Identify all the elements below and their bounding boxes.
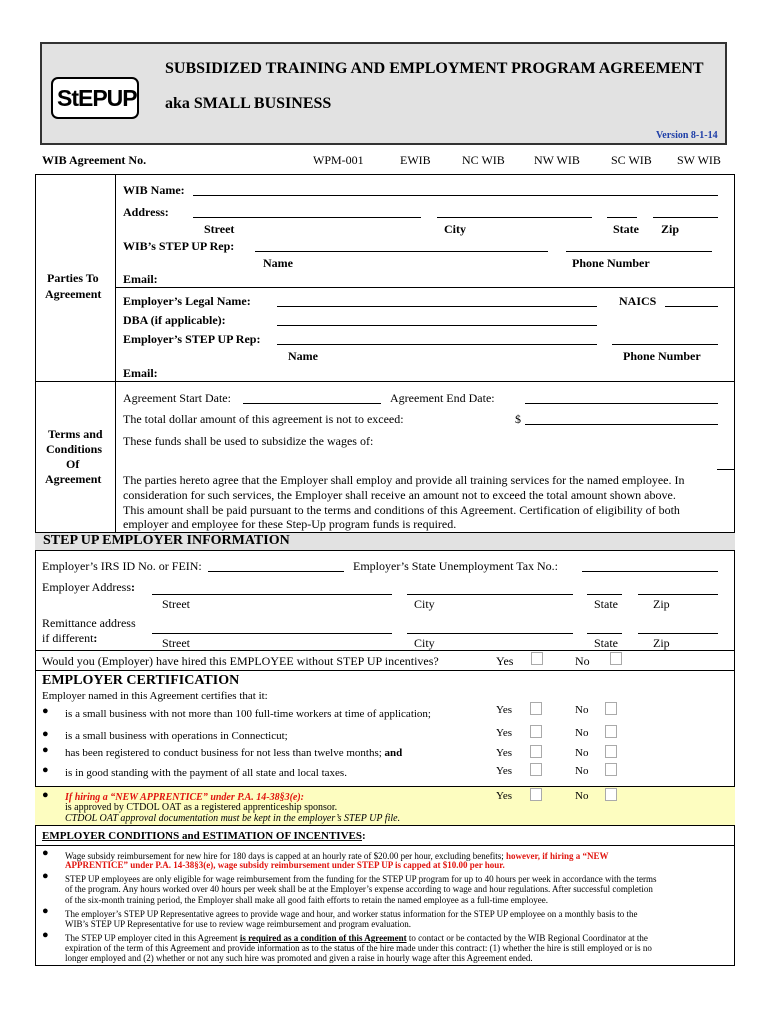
employer-city-caption: City xyxy=(414,597,435,611)
wib-agreement-label: WIB Agreement No. xyxy=(42,153,147,167)
phone-caption: Phone Number xyxy=(572,256,650,270)
cert-4-no-label: No xyxy=(575,765,589,777)
hire-no-label: No xyxy=(575,654,590,668)
row-divider-certification xyxy=(35,670,735,671)
cert-1-no-label: No xyxy=(575,704,589,716)
funds-used-label: These funds shall be used to subsidize the wages of: xyxy=(123,434,374,448)
employer-street-caption: Street xyxy=(162,597,190,611)
hire-question: Would you (Employer) have hired this EMPLOYEE without STEP UP incentives? xyxy=(42,654,439,668)
bullet-icon: ● xyxy=(42,929,49,941)
employer-street-field[interactable] xyxy=(152,594,392,595)
apprentice-line-3: CTDOL OAT approval documentation must be kept in the employer’s STEP UP file. xyxy=(65,813,401,824)
remit-zip-field[interactable] xyxy=(638,633,718,634)
employer-rep-label: Employer’s STEP UP Rep: xyxy=(123,332,261,346)
logo-text: StEPUP xyxy=(57,85,137,111)
version-label: Version 8-1-14 xyxy=(656,130,718,141)
cert-1-yes-label: Yes xyxy=(496,704,513,716)
conditions-heading: EMPLOYER CONDITIONS and ESTIMATION OF INCENTIVES: xyxy=(42,830,366,842)
total-amount-field[interactable] xyxy=(525,424,718,425)
terms-para-line-2: consideration for such services, the Employer shall receive an amount not to exceed the total amount shown above. xyxy=(123,488,676,502)
cert-item-3: has been registered to conduct business for not less than twelve months; and xyxy=(65,747,403,759)
certification-intro: Employer named in this Agreement certifies that it: xyxy=(42,690,268,702)
start-date-field[interactable] xyxy=(243,403,381,404)
email-label: Email: xyxy=(123,272,158,286)
bullet-icon: ● xyxy=(42,870,49,882)
phone2-caption: Phone Number xyxy=(623,349,701,363)
terms-margin-line xyxy=(717,469,735,470)
state-caption: State xyxy=(613,222,639,236)
condition-1-line-2: APPRENTICE” under P.A. 14-38§3(e), wage subsidy reimbursement under STEP UP is capped at $10.00 per hour. xyxy=(65,860,505,870)
cert-4-no-checkbox[interactable] xyxy=(605,763,617,776)
bullet-icon: ● xyxy=(42,728,49,740)
employer-zip-caption: Zip xyxy=(653,597,670,611)
employer-city-field[interactable] xyxy=(407,594,573,595)
remittance-label-2: if different: xyxy=(42,631,98,645)
cert-1-yes-checkbox[interactable] xyxy=(530,702,542,715)
name-caption: Name xyxy=(263,256,293,270)
condition-2-line-3: of the six-month training period, the Employer shall make all good faith efforts to retain the named employee as a full-time employee. xyxy=(65,895,548,905)
cert-3-yes-checkbox[interactable] xyxy=(530,745,542,758)
naics-field[interactable] xyxy=(665,306,718,307)
terms-label-4: Agreement xyxy=(45,472,102,486)
terms-para-line-3: This amount shall be paid pursuant to the terms and conditions of this Agreement. Certification of eligibility of both xyxy=(123,503,680,517)
remit-state-caption: State xyxy=(594,636,618,650)
address-label: Address: xyxy=(123,205,169,219)
cert-item-2: is a small business with operations in Connecticut; xyxy=(65,730,288,742)
zip-caption: Zip xyxy=(661,222,680,236)
wib-rep-phone-field[interactable] xyxy=(566,251,712,252)
condition-2-line-1: STEP UP employees are only eligible for wage reimbursement from the funding for the STEP UP program for up to 40 hours per week in accordance with the terms xyxy=(65,874,657,884)
cert-2-yes-label: Yes xyxy=(496,727,513,739)
apprentice-yes-label: Yes xyxy=(496,790,513,802)
header-box xyxy=(40,42,727,145)
apprentice-no-label: No xyxy=(575,790,589,802)
city-field[interactable] xyxy=(437,217,592,218)
condition-4-line-1: The STEP UP employer cited in this Agreement is required as a condition of this Agreement to contact or be contacted by the WIB Regional Coordinator at the xyxy=(65,933,648,943)
end-date-field[interactable] xyxy=(525,403,718,404)
irs-label: Employer’s IRS ID No. or FEIN: xyxy=(42,559,202,573)
irs-field[interactable] xyxy=(208,571,344,572)
hire-yes-checkbox[interactable] xyxy=(531,652,543,665)
cert-1-no-checkbox[interactable] xyxy=(605,702,617,715)
total-amount-label: The total dollar amount of this agreement is not to exceed: xyxy=(123,412,404,426)
cert-2-no-label: No xyxy=(575,727,589,739)
apprentice-yes-checkbox[interactable] xyxy=(530,788,542,801)
cert-4-yes-label: Yes xyxy=(496,765,513,777)
option-sw-wib[interactable]: SW WIB xyxy=(677,153,721,167)
terms-para-line-1: The parties hereto agree that the Employer shall employ and provide all training services for the named employee. In xyxy=(123,473,685,487)
hire-yes-label: Yes xyxy=(496,654,514,668)
option-nc-wib[interactable]: NC WIB xyxy=(462,153,505,167)
employer-address-label: Employer Address: xyxy=(42,580,135,594)
street-field[interactable] xyxy=(193,217,421,218)
row-divider-conditions xyxy=(35,845,735,846)
wib-rep-name-field[interactable] xyxy=(255,251,548,252)
wib-rep-label: WIB’s STEP UP Rep: xyxy=(123,239,235,253)
parties-label-1: Parties To xyxy=(47,271,99,285)
condition-4-line-3: longer employed and (2) whether or not any such hire was promoted and given a raise in hourly wage after this Agreement ended. xyxy=(65,953,533,963)
street-caption: Street xyxy=(204,222,235,236)
cert-3-yes-label: Yes xyxy=(496,747,513,759)
city-caption: City xyxy=(444,222,466,236)
terms-label-3: Of xyxy=(66,457,80,471)
row-divider-question xyxy=(35,650,735,651)
dollar-sign: $ xyxy=(515,412,521,426)
wib-name-field[interactable] xyxy=(193,195,718,196)
employer-rep-name-field[interactable] xyxy=(277,344,597,345)
employer-rep-phone-field[interactable] xyxy=(612,344,718,345)
condition-1-line-1: Wage subsidy reimbursement for new hire for 180 days is capped at an hourly rate of $20.00 per hour, excluding benefits; however, if hiring a “NEW xyxy=(65,851,609,861)
bullet-icon: ● xyxy=(42,744,49,756)
employer-legal-name-field[interactable] xyxy=(277,306,597,307)
cert-item-1: is a small business with not more than 100 full-time workers at time of application; xyxy=(65,708,431,720)
left-column-divider xyxy=(115,174,116,532)
condition-4-line-2: expiration of the term of this Agreement and provide information as to the status of the hire made under this contract: (1) whether the hire is still employed or is no xyxy=(65,943,652,953)
condition-3-line-2: WIB’s STEP UP Representative for use to review wage reimbursement and program evaluation. xyxy=(65,919,411,929)
option-sc-wib[interactable]: SC WIB xyxy=(611,153,652,167)
remit-zip-caption: Zip xyxy=(653,636,670,650)
remit-state-field[interactable] xyxy=(587,633,622,634)
remit-street-caption: Street xyxy=(162,636,190,650)
cert-3-no-checkbox[interactable] xyxy=(605,745,617,758)
apprentice-line-2: is approved by CTDOL OAT as a registered apprenticeship sponsor. xyxy=(65,802,338,813)
condition-3-line-1: The employer’s STEP UP Representative agrees to provide wage and hour, and worker status information for the STEP UP employee on a monthly basis to the xyxy=(65,909,638,919)
wib-name-label: WIB Name: xyxy=(123,183,185,197)
terms-label-1: Terms and xyxy=(48,427,103,441)
bullet-icon: ● xyxy=(42,789,49,801)
bullet-icon: ● xyxy=(42,764,49,776)
cert-item-4: is in good standing with the payment of all state and local taxes. xyxy=(65,767,347,779)
option-wpm[interactable]: WPM-001 xyxy=(313,153,364,167)
cert-2-no-checkbox[interactable] xyxy=(605,725,617,738)
row-divider-employer xyxy=(115,287,735,288)
terms-para-line-4: employer and employee for these Step-Up program funds is required. xyxy=(123,517,457,531)
naics-label: NAICS xyxy=(619,294,657,308)
cert-3-no-label: No xyxy=(575,747,589,759)
option-ewib[interactable]: EWIB xyxy=(400,153,431,167)
dba-field[interactable] xyxy=(277,325,597,326)
bullet-icon: ● xyxy=(42,905,49,917)
terms-label-2: Conditions xyxy=(46,442,103,456)
certification-heading: EMPLOYER CERTIFICATION xyxy=(42,673,240,688)
state-tax-label: Employer’s State Unemployment Tax No.: xyxy=(353,559,559,573)
employer-legal-name-label: Employer’s Legal Name: xyxy=(123,294,251,308)
remittance-label-1: Remittance address xyxy=(42,616,136,630)
state-field[interactable] xyxy=(607,217,637,218)
hire-no-checkbox[interactable] xyxy=(610,652,622,665)
apprentice-no-checkbox[interactable] xyxy=(605,788,617,801)
name2-caption: Name xyxy=(288,349,318,363)
email2-label: Email: xyxy=(123,366,158,380)
page-title: SUBSIDIZED TRAINING AND EMPLOYMENT PROGRAM AGREEMENT xyxy=(165,60,704,77)
employer-state-field[interactable] xyxy=(587,594,622,595)
cert-2-yes-checkbox[interactable] xyxy=(530,725,542,738)
row-divider-terms xyxy=(35,381,735,382)
parties-label-2: Agreement xyxy=(45,287,102,301)
remit-street-field[interactable] xyxy=(152,633,392,634)
stepup-logo xyxy=(51,77,139,119)
employer-state-caption: State xyxy=(594,597,618,611)
end-date-label: Agreement End Date: xyxy=(390,391,495,405)
remit-city-field[interactable] xyxy=(407,633,573,634)
cert-4-yes-checkbox[interactable] xyxy=(530,763,542,776)
option-nw-wib[interactable]: NW WIB xyxy=(534,153,580,167)
employer-zip-field[interactable] xyxy=(638,594,718,595)
page-subtitle: aka SMALL BUSINESS xyxy=(165,95,332,112)
apprentice-line-1: If hiring a “NEW APPRENTICE” under P.A. 14-38§3(e): xyxy=(65,792,305,803)
employer-info-heading: STEP UP EMPLOYER INFORMATION xyxy=(43,533,290,548)
start-date-label: Agreement Start Date: xyxy=(123,391,231,405)
condition-2-line-2: of the program. Any hours worked over 40 hours per week shall be at the Employer’s expense according to wage and hour regulations. After successful completion xyxy=(65,884,653,894)
bullet-icon: ● xyxy=(42,847,49,859)
dba-label: DBA (if applicable): xyxy=(123,313,226,327)
remit-city-caption: City xyxy=(414,636,435,650)
state-tax-field[interactable] xyxy=(582,571,718,572)
bullet-icon: ● xyxy=(42,705,49,717)
zip-field[interactable] xyxy=(653,217,718,218)
